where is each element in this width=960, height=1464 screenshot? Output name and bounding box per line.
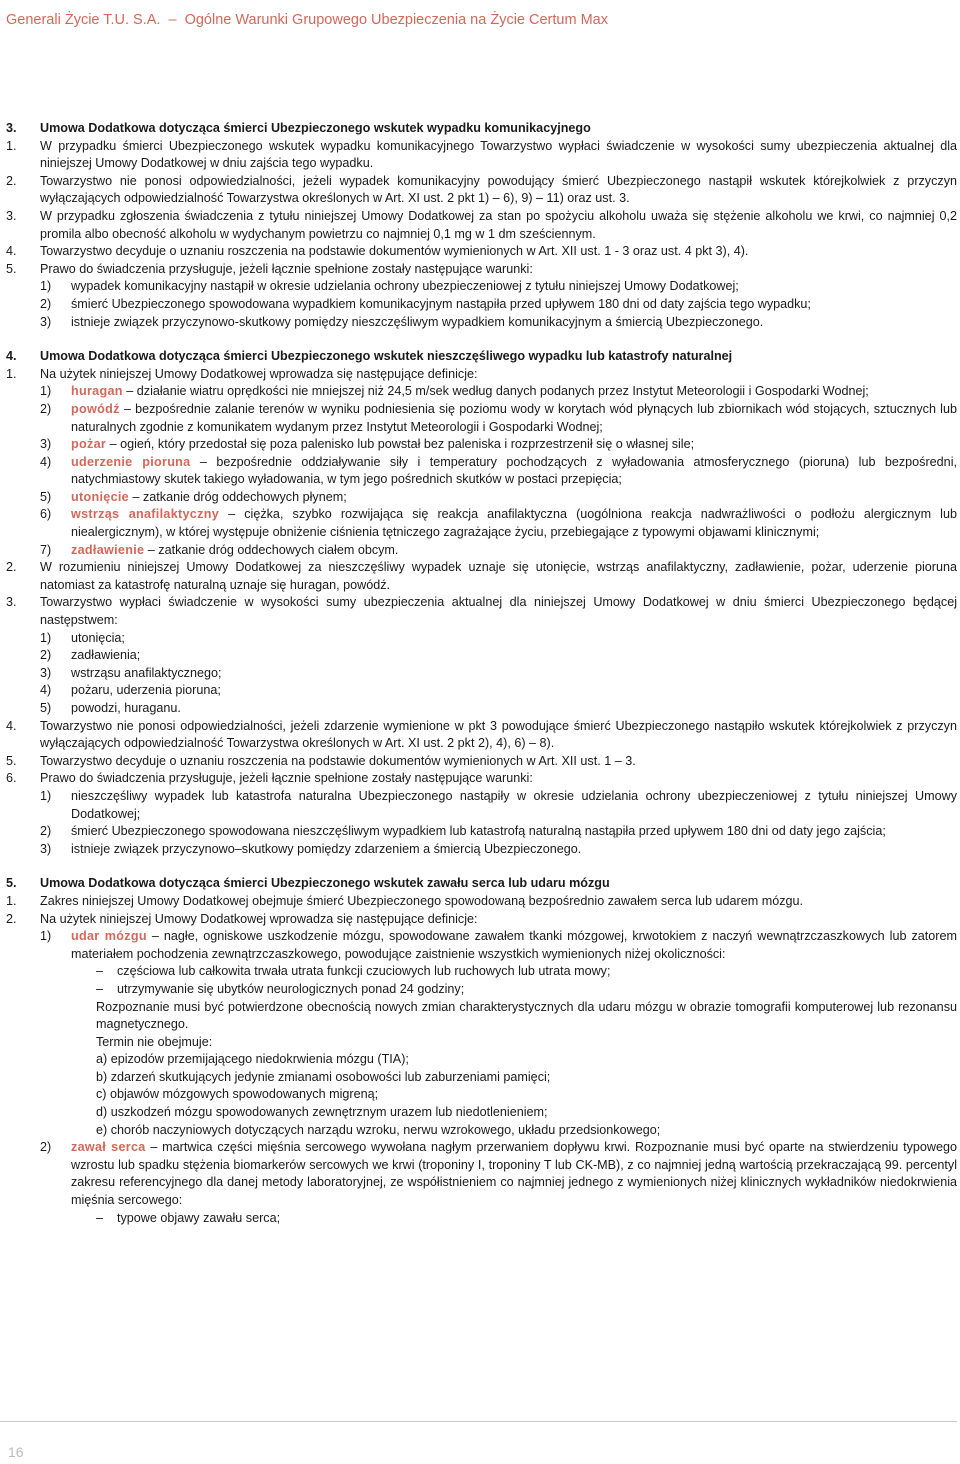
defined-term: huragan: [71, 384, 123, 399]
document-body: [6, 120, 957, 1244]
item-text: [40, 138, 957, 173]
item-number: 4.: [6, 718, 17, 733]
item-number: 2.: [6, 560, 17, 575]
defined-term: utonięcie: [71, 489, 129, 504]
item-number: 1.: [6, 893, 17, 908]
item-number: 1): [40, 279, 52, 294]
list-item: [6, 700, 957, 718]
item-body: Na użytek niniejszej Umowy Dodatkowej wprowadza się następujące definicje:: [40, 911, 478, 926]
paragraph-continuation: a) epizodów przemijającego niedokrwienia mózgu (TIA);: [96, 1052, 409, 1067]
item-number: 1): [40, 788, 52, 803]
item-text: [71, 314, 957, 332]
item-body: śmierć Ubezpieczonego spowodowana nieszczęśliwym wypadkiem lub katastrofą naturalną nastąpiła przed upływem 180 dni od daty jego zajścia;: [71, 824, 886, 839]
list-item: [6, 383, 957, 401]
item-text: [40, 366, 957, 384]
list-item: [6, 823, 957, 841]
list-item: [6, 665, 957, 683]
footer-divider: [0, 1421, 957, 1422]
item-text: [71, 489, 957, 507]
dash-item: [6, 1210, 957, 1228]
list-item: [6, 928, 957, 963]
paragraph: [6, 911, 957, 929]
paragraph: [6, 261, 957, 279]
item-body: W przypadku zgłoszenia świadczenia z tytułu niniejszej Umowy Dodatkowej za stan po spożyciu alkoholu uważa się stężenie alkoholu we krwi, co najmniej 0,2 promila albo obecność alkoholu w wydychanym powietrzu co najmniej 0,1 mg w 1 dm sześciennym.: [40, 208, 957, 241]
paragraph: [6, 594, 957, 629]
defined-term: pożar: [71, 437, 107, 452]
section-title: [6, 875, 957, 893]
paragraph-continuation: c) objawów mózgowych spowodowanych migreną;: [96, 1087, 379, 1102]
item-text: [40, 911, 957, 929]
list-item: [6, 841, 957, 859]
item-number: 5.: [6, 261, 17, 276]
item-body: Prawo do świadczenia przysługuje, jeżeli łącznie spełnione zostały następujące warunki:: [40, 771, 533, 786]
item-text: [117, 963, 957, 981]
item-number: 2): [40, 401, 52, 416]
defined-term: wstrząs anafilaktyczny: [71, 507, 220, 522]
item-text: [71, 665, 957, 683]
section: [6, 120, 957, 331]
item-number: 3): [40, 437, 52, 452]
item-text: [71, 928, 957, 963]
item-body: – ogień, który przedostał się poza palenisko lub powstał bez paleniska i rozprzestrzenił się o własnej sile;: [106, 437, 695, 452]
item-body: Prawo do świadczenia przysługuje, jeżeli łącznie spełnione zostały następujące warunki:: [40, 261, 533, 276]
item-body: zadławienia;: [71, 648, 141, 663]
item-text: [71, 1139, 957, 1209]
item-number: 3): [40, 665, 52, 680]
item-number: 3.: [6, 595, 17, 610]
item-text: [71, 647, 957, 665]
item-text: [71, 436, 957, 454]
item-number: 4.: [6, 244, 17, 259]
item-body: – zatkanie dróg oddechowych ciałem obcym.: [144, 542, 399, 557]
item-number: 5): [40, 701, 52, 715]
paragraph-continuation: Rozpoznanie musi być potwierdzone obecnością nowych zmian charakterystycznych dla udaru mózgu w obrazie tomografii komputerowej lub rezonansu magnetycznego.: [96, 999, 957, 1032]
item-body: pożaru, uderzenia pioruna;: [71, 683, 221, 698]
paragraph: [6, 753, 957, 771]
item-number: 3): [40, 314, 52, 329]
item-body: – działanie wiatru oprędkości nie mniejszej niż 24,5 m/sek według danych podanych przez Instytut Meteorologii i Gospodarki Wodnej;: [122, 384, 869, 399]
item-body: wypadek komunikacyjny nastąpił w okresie udzielania ochrony ubezpieczeniowej z tytułu niniejszej Umowy Dodatkowej;: [71, 279, 739, 294]
item-body: Zakres niniejszej Umowy Dodatkowej obejmuje śmierć Ubezpieczonego spowodowaną bezpośrednio zawałem serca lub udarem mózgu.: [40, 893, 803, 908]
paragraph-continuation: d) uszkodzeń mózgu spowodowanych zewnętrznym urazem lub niedotlenieniem;: [96, 1105, 548, 1120]
paragraph-continuation: b) zdarzeń skutkujących jedynie zmianami osobowości lub zaburzeniami pamięci;: [96, 1069, 551, 1084]
list-item: [6, 296, 957, 314]
list-item: [6, 506, 957, 541]
list-item: [6, 647, 957, 665]
item-text: [40, 770, 957, 788]
item-text: [40, 173, 957, 208]
defined-term: powódź: [71, 401, 120, 416]
item-number: 1.: [6, 138, 17, 153]
item-body: istnieje związek przyczynowo-skutkowy pomiędzy nieszczęśliwym wypadkiem komunikacyjnym a śmiercią Ubezpieczonego.: [71, 314, 764, 329]
item-number: 2.: [6, 173, 17, 188]
paragraph: [6, 138, 957, 173]
section-title-text: Umowa Dodatkowa dotycząca śmierci Ubezpieczonego wskutek zawału serca lub udaru mózgu: [40, 876, 610, 891]
defined-term: uderzenie pioruna: [71, 454, 191, 469]
paragraph-continuation: e) chorób naczyniowych dotyczących narządu wzroku, nerwu wzrokowego, układu przedsionkowego;: [96, 1122, 661, 1137]
item-body: Towarzystwo wypłaci świadczenie w wysokości sumy ubezpieczenia aktualnej dla niniejszej Umowy Dodatkowej w dniu śmierci Ubezpieczonego będącej następstwem:: [40, 595, 957, 628]
item-body: istnieje związek przyczynowo–skutkowy pomiędzy zdarzeniem a śmiercią Ubezpieczonego.: [71, 841, 582, 856]
defined-term: udar mózgu: [71, 929, 147, 944]
item-text: [40, 753, 957, 771]
item-body: W rozumieniu niniejszej Umowy Dodatkowej za nieszczęśliwy wypadek uznaje się utonięcie, wstrząs anafilaktyczny, zadławienie, pożar, uderzenie pioruna natomiast za katastrofę naturalną uznaje się huragan, powódź.: [40, 560, 957, 592]
item-text: [71, 401, 957, 436]
item-body: śmierć Ubezpieczonego spowodowana wypadkiem komunikacyjnym nastąpiła przed upływem 180 dni od daty zajścia tego wypadku;: [71, 296, 811, 311]
item-number: 3.: [6, 208, 17, 223]
list-item: [6, 788, 957, 823]
item-text: [71, 788, 957, 823]
paragraph: [6, 208, 957, 243]
list-item: [6, 1139, 957, 1209]
page-number: 16: [8, 1444, 24, 1460]
item-number: 7): [40, 542, 52, 557]
section-title: [6, 120, 957, 138]
item-body: utonięcia;: [71, 630, 125, 645]
item-number: –: [96, 981, 104, 996]
item-number: –: [96, 964, 104, 979]
defined-term: zadławienie: [71, 542, 145, 557]
dash-item: [6, 963, 957, 981]
item-body: W przypadku śmierci Ubezpieczonego wskutek wypadku komunikacyjnego Towarzystwo wypłaci świadczenie w wysokości sumy ubezpieczenia aktualnej dla niniejszej Umowy Dodatkowej w dniu zajścia tego wypadku.: [40, 138, 957, 171]
section: [6, 875, 957, 1227]
item-text: [71, 682, 957, 700]
item-body: Towarzystwo decyduje o uznaniu roszczenia na podstawie dokumentów wymienionych w Art. XII ust. 1 - 3 oraz ust. 4 pkt 3), 4).: [40, 244, 749, 259]
item-body: Towarzystwo nie ponosi odpowiedzialności, jeżeli wypadek komunikacyjny powodujący śmierć Ubezpieczonego nastąpił wskutek którejkolwiek z przyczyn wyłączających odpowiedzialność Towarzystwa określonych w Art. XI ust. 2 pkt 1) – 6), 9) – 11) oraz ust. 3.: [40, 173, 957, 206]
section: [6, 348, 957, 858]
company-name: Generali Życie T.U. S.A.: [6, 12, 161, 28]
header-separator: –: [168, 12, 177, 28]
item-text: [40, 594, 957, 629]
item-number: 6): [40, 507, 52, 522]
item-body: Towarzystwo nie ponosi odpowiedzialności, jeżeli zdarzenie wymienione w pkt 3 powodujące śmierć Ubezpieczonego nastąpiło wskutek którejkolwiek z przyczyn wyłączających odpowiedzialność Towarzystwa określonych w Art. XI ust. 2 pkt 2), 4), 6) – 8).: [40, 718, 957, 751]
paragraph: [6, 173, 957, 208]
list-item: [6, 682, 957, 700]
document-title: Ogólne Warunki Grupowego Ubezpieczenia na Życie Certum Max: [184, 12, 608, 28]
item-text: [40, 261, 957, 279]
item-body: Na użytek niniejszej Umowy Dodatkowej wprowadza się następujące definicje:: [40, 366, 478, 381]
item-body: częściowa lub całkowita trwała utrata funkcji czuciowych lub ruchowych lub utrata mowy;: [117, 964, 611, 979]
list-item: [6, 630, 957, 648]
item-text: [71, 841, 957, 859]
item-number: 6.: [6, 771, 17, 786]
paragraph-continuation: Termin nie obejmuje:: [96, 1034, 213, 1049]
item-text: [71, 823, 957, 841]
item-text: [40, 893, 957, 911]
paragraph: [6, 770, 957, 788]
item-number: 2): [40, 296, 52, 311]
defined-term: zawał serca: [71, 1140, 146, 1155]
item-number: 1): [40, 929, 52, 944]
item-body: – zatkanie dróg oddechowych płynem;: [128, 489, 347, 504]
item-text: [71, 296, 957, 314]
item-text: [71, 278, 957, 296]
item-number: 2): [40, 648, 52, 663]
list-item: [6, 454, 957, 489]
item-number: 2): [40, 1140, 52, 1155]
paragraph: [6, 366, 957, 384]
item-text: [40, 718, 957, 753]
item-text: [40, 559, 957, 594]
item-body: Towarzystwo decyduje o uznaniu roszczenia na podstawie dokumentów wymienionych w Art. XII ust. 1 – 3.: [40, 753, 636, 768]
paragraph: [6, 559, 957, 594]
list-item: [6, 489, 957, 507]
list-item: [6, 542, 957, 560]
item-number: 2): [40, 824, 52, 839]
item-number: 1): [40, 630, 52, 645]
item-number: 4): [40, 454, 52, 469]
item-text: [71, 506, 957, 541]
item-body: wstrząsu anafilaktycznego;: [71, 665, 222, 680]
item-text: [40, 208, 957, 243]
item-number: 1.: [6, 366, 17, 381]
item-text: [71, 542, 957, 560]
section-title-text: Umowa Dodatkowa dotycząca śmierci Ubezpieczonego wskutek nieszczęśliwego wypadku lub katastrofy naturalnej: [40, 349, 733, 364]
paragraph: [6, 718, 957, 753]
item-body: typowe objawy zawału serca;: [117, 1210, 281, 1225]
list-item: [6, 314, 957, 332]
paragraph: [6, 893, 957, 911]
item-text: [40, 243, 957, 261]
section-number: 4.: [6, 349, 17, 364]
dash-item: [6, 981, 957, 999]
item-body: – ciężka, szybko rozwijająca się reakcja anafilaktyczna (uogólniona reakcja nadwrażliwości o podłożu alergicznym lub niealergicznym), w której występuje obniżenie ciśnienia tętniczego zagrażające życiu, przebiegające z typowymi objawami klinicznymi;: [71, 507, 957, 540]
item-text: [117, 1210, 957, 1228]
item-number: 5.: [6, 753, 17, 768]
list-item: [6, 278, 957, 296]
item-number: 5): [40, 489, 52, 504]
item-body: – nagłe, ogniskowe uszkodzenie mózgu, spowodowane zawałem tkanki mózgowej, krwotokiem z naczyń wewnątrzczaszkowych lub zatorem materiałem pochodzenia zewnątrzczaszkowego, powodujące zaistnienie wszystkich wymienionych niżej okoliczności:: [71, 929, 957, 961]
item-number: 1): [40, 384, 52, 399]
item-text: [117, 981, 957, 999]
list-item: [6, 401, 957, 436]
list-item: [6, 436, 957, 454]
item-number: –: [96, 1210, 104, 1225]
section-number: 3.: [6, 121, 17, 135]
item-body: powodzi, huraganu.: [71, 701, 181, 715]
section-title-text: Umowa Dodatkowa dotycząca śmierci Ubezpieczonego wskutek wypadku komunikacyjnego: [40, 121, 591, 135]
item-number: 4): [40, 683, 52, 698]
item-text: [71, 700, 957, 718]
item-text: [71, 630, 957, 648]
item-body: utrzymywanie się ubytków neurologicznych ponad 24 godziny;: [117, 981, 465, 996]
paragraph: [6, 243, 957, 261]
item-body: – martwica części mięśnia sercowego wywołana nagłym przerwaniem dopływu krwi. Rozpoznanie musi być oparte na stwierdzeniu typowego wzrostu lub spadku stężenia biomarkerów sercowych we krwi (troponiny I, troponiny T lub CK-MB), z co najmniej jedną wartością przekraczającą 99. percentyl zakresu referencyjnego dla danej metody laboratoryjnej, ze współistnieniem co najmniej jednego z wymienionych niżej klinicznych wykładników niedokrwienia mięśnia sercowego:: [71, 1140, 957, 1208]
section-number: 5.: [6, 876, 17, 891]
item-number: 2.: [6, 911, 17, 926]
item-body: – bezpośrednie zalanie terenów w wyniku podniesienia się poziomu wody w korytach wód płynących lub zbiornikach wód stojących, sztucznych lub naturalnych zgodnie z komunikatem wydanym przez Instytut Meteorologii i Gospodarki Wodnej;: [71, 401, 957, 434]
section-title: [6, 348, 957, 366]
document-header: [6, 12, 608, 28]
item-number: 3): [40, 841, 52, 856]
item-text: [71, 454, 957, 489]
item-body: nieszczęśliwy wypadek lub katastrofa naturalna Ubezpieczonego nastąpiły w okresie udzielania ochrony ubezpieczeniowej z tytułu niniejszej Umowy Dodatkowej;: [71, 788, 957, 821]
item-text: [71, 383, 957, 401]
item-body: – bezpośrednie oddziaływanie siły i temperatury pochodzących z wyładowania atmosferycznego (pioruna) lub bezpośredni, natychmiastowy skutek takiego wyładowania, w tym jego pośrednich skutków w postaci przepięcia;: [71, 454, 957, 487]
